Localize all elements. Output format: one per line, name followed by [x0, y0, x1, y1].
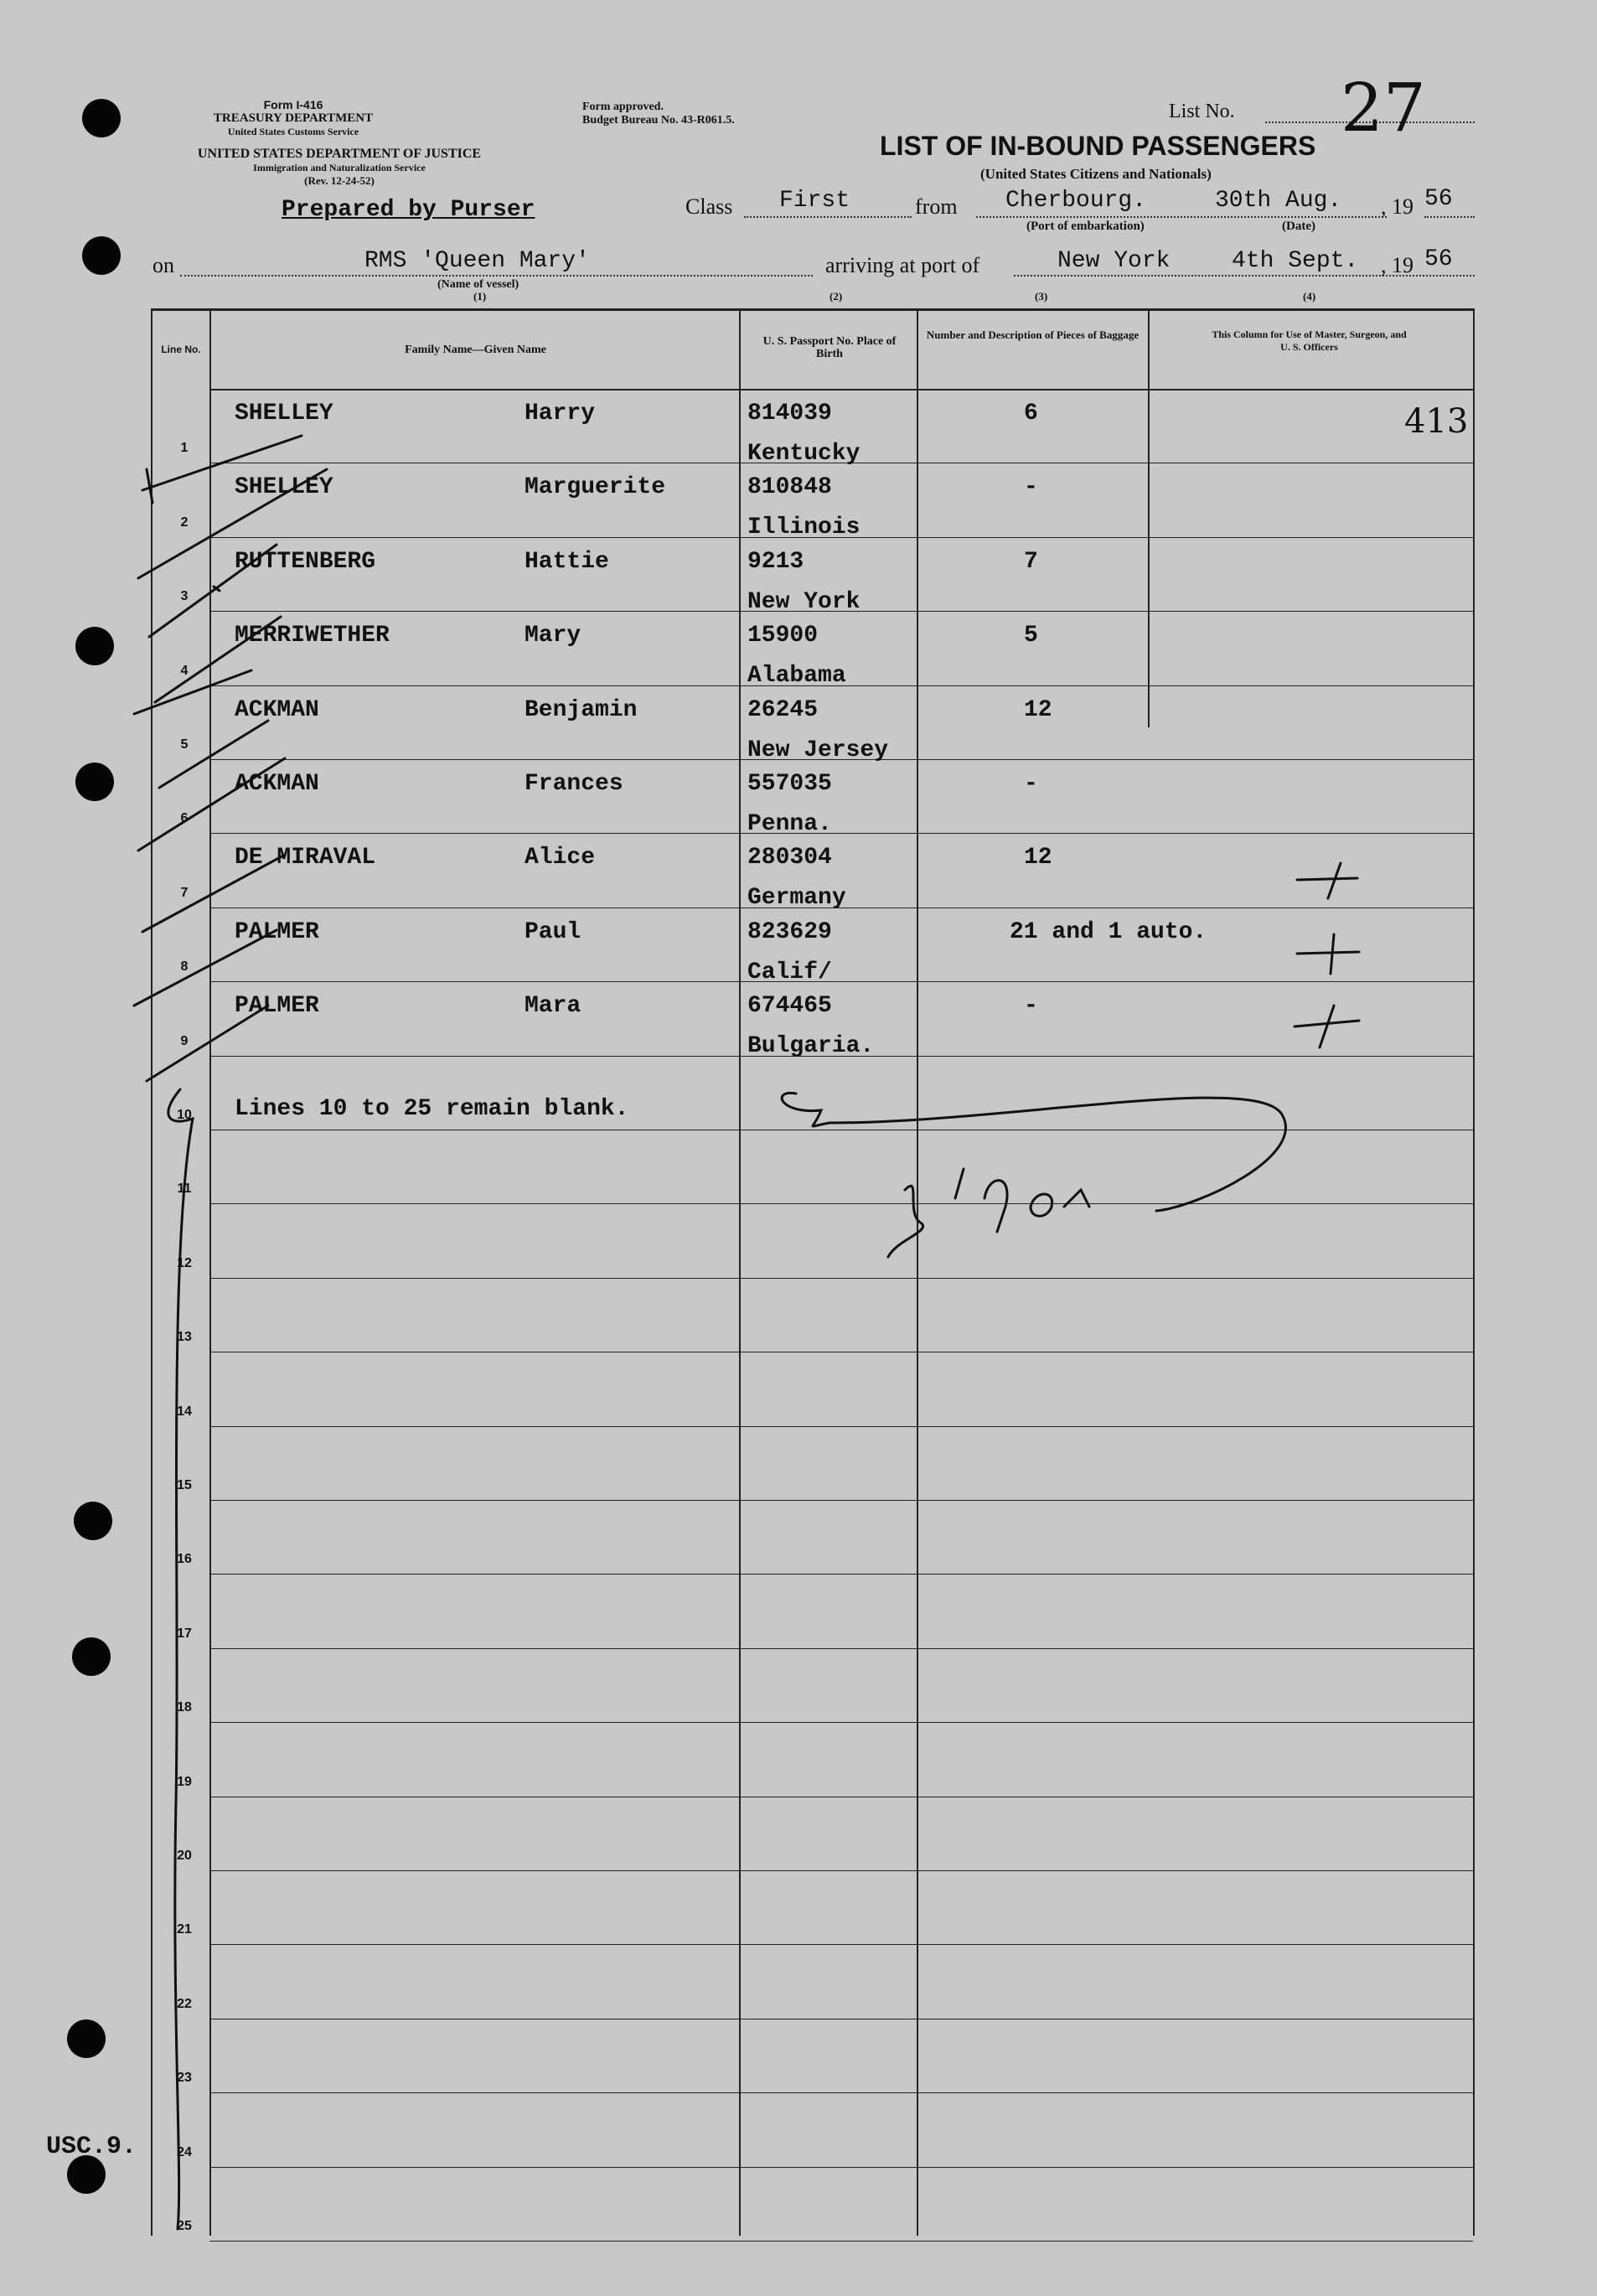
family-name: RUTTENBERG	[235, 549, 376, 575]
line-number: 25	[177, 2219, 192, 2233]
departure-year: 56	[1424, 186, 1453, 212]
on-label: on	[152, 253, 174, 277]
baggage: 12	[1024, 697, 1052, 723]
given-name: Mara	[525, 993, 581, 1019]
ins-label: Immigration and Naturalization Service	[253, 162, 426, 173]
year-prefix-2: , 19	[1381, 253, 1414, 277]
place-of-birth: Kentucky	[747, 441, 861, 467]
line-number: 1	[180, 441, 189, 455]
col-num-1: (1)	[473, 290, 487, 303]
family-name: ACKMAN	[235, 771, 319, 797]
prepared-by: Prepared by Purser	[282, 197, 535, 223]
baggage: -	[1024, 474, 1038, 500]
given-name: Marguerite	[525, 474, 666, 500]
family-name: PALMER	[235, 919, 319, 945]
date-caption: (Date)	[1282, 220, 1315, 233]
baggage: 7	[1024, 549, 1038, 575]
baggage: 21 and 1 auto.	[1010, 919, 1207, 945]
passport-number: 280304	[747, 845, 832, 871]
arrival-date: 4th Sept.	[1232, 248, 1359, 274]
col-header-passport: U. S. Passport No. Place of Birth	[762, 335, 897, 360]
given-name: Benjamin	[525, 697, 638, 723]
baggage: 6	[1024, 401, 1038, 427]
family-name: DE MIRAVAL	[235, 845, 376, 871]
revision-label: (Rev. 12-24-52)	[304, 174, 375, 187]
col-header-officers: This Column for Use of Master, Surgeon, and U. S. Officers	[1212, 328, 1407, 353]
year-prefix-1: , 19	[1381, 194, 1414, 219]
departure-date: 30th Aug.	[1215, 188, 1342, 214]
given-name: Paul	[525, 919, 581, 945]
vessel-name: RMS 'Queen Mary'	[364, 248, 590, 274]
margin-stamp: USC.9.	[46, 2133, 137, 2161]
col-header-name: Family Name—Given Name	[405, 344, 546, 356]
line-number: 14	[177, 1404, 192, 1419]
arrival-port: New York	[1057, 248, 1171, 274]
baggage: 5	[1024, 623, 1038, 649]
vessel-caption: (Name of vessel)	[437, 278, 519, 291]
passport-number: 674465	[747, 993, 832, 1019]
col-header-line: Line No.	[161, 344, 201, 355]
line-number: 24	[177, 2145, 192, 2159]
family-name: PALMER	[235, 993, 319, 1019]
line-number: 2	[180, 515, 189, 530]
passport-number: 810848	[747, 474, 832, 500]
line-number: 5	[180, 737, 189, 752]
given-name: Alice	[525, 845, 596, 871]
class-value: First	[779, 188, 850, 214]
from-label: from	[915, 194, 958, 219]
class-label: Class	[685, 194, 733, 219]
passport-number: 9213	[747, 549, 804, 575]
budget-bureau: Budget Bureau No. 43-R061.5.	[582, 114, 735, 127]
officer-note: 413	[1404, 402, 1469, 441]
customs-label: United States Customs Service	[227, 126, 359, 137]
given-name: Harry	[525, 401, 596, 427]
place-of-birth: Germany	[747, 885, 846, 911]
line-number: 22	[177, 1997, 192, 2011]
line-number: 3	[180, 589, 189, 603]
family-name: SHELLEY	[235, 474, 333, 500]
justice-label: UNITED STATES DEPARTMENT OF JUSTICE	[197, 147, 482, 161]
given-name: Mary	[525, 623, 581, 649]
col-header-baggage: Number and Description of Pieces of Baggage	[926, 328, 1140, 341]
from-port: Cherbourg.	[1005, 188, 1147, 214]
form-subtitle: (United States Citizens and Nationals)	[980, 166, 1212, 182]
place-of-birth: New York	[747, 589, 861, 615]
blank-lines-note: Lines 10 to 25 remain blank.	[235, 1096, 629, 1122]
form-title: LIST OF IN-BOUND PASSENGERS	[880, 131, 1316, 161]
given-name: Frances	[525, 771, 623, 797]
place-of-birth: Alabama	[747, 663, 846, 689]
line-number: 6	[180, 811, 189, 825]
form-approved: Form approved.	[582, 101, 664, 113]
passport-number: 814039	[747, 401, 832, 427]
arrival-year: 56	[1424, 246, 1453, 272]
given-name: Hattie	[525, 549, 609, 575]
line-number: 7	[180, 886, 189, 900]
col-num-2: (2)	[830, 290, 843, 303]
passport-number: 15900	[747, 623, 819, 649]
baggage: -	[1024, 993, 1038, 1019]
line-number: 19	[177, 1775, 192, 1789]
treasury-label: TREASURY DEPARTMENT	[213, 111, 374, 125]
family-name: ACKMAN	[235, 697, 319, 723]
list-number: 27	[1341, 69, 1426, 147]
family-name: SHELLEY	[235, 401, 333, 427]
baggage: -	[1024, 771, 1038, 797]
col-num-3: (3)	[1035, 290, 1048, 303]
place-of-birth: Penna.	[747, 811, 832, 837]
line-number: 12	[177, 1256, 192, 1270]
line-number: 13	[177, 1330, 192, 1344]
line-number: 20	[177, 1849, 192, 1863]
passport-number: 557035	[747, 771, 832, 797]
form-number: Form I-416	[263, 98, 323, 111]
line-number: 17	[177, 1626, 192, 1641]
line-number: 16	[177, 1552, 192, 1566]
line-number: 15	[177, 1478, 192, 1492]
line-number: 21	[177, 1922, 192, 1937]
family-name: MERRIWETHER	[235, 623, 390, 649]
line-number: 9	[180, 1034, 189, 1048]
arriving-label: arriving at port of	[825, 253, 980, 277]
passport-number: 823629	[747, 919, 832, 945]
line-number: 8	[180, 959, 189, 974]
baggage: 12	[1024, 845, 1052, 871]
passport-number: 26245	[747, 697, 819, 723]
line-number: 18	[177, 1700, 192, 1714]
line-number: 10	[177, 1108, 192, 1122]
col-num-4: (4)	[1303, 290, 1316, 303]
line-number: 4	[180, 664, 189, 678]
place-of-birth: New Jersey	[747, 737, 889, 763]
port-caption: (Port of embarkation)	[1026, 220, 1145, 233]
list-no-label: List No.	[1169, 101, 1235, 122]
line-number: 11	[177, 1182, 192, 1196]
place-of-birth: Illinois	[747, 515, 861, 540]
place-of-birth: Bulgaria.	[747, 1033, 875, 1059]
line-number: 23	[177, 2071, 192, 2085]
place-of-birth: Calif/	[747, 959, 832, 985]
